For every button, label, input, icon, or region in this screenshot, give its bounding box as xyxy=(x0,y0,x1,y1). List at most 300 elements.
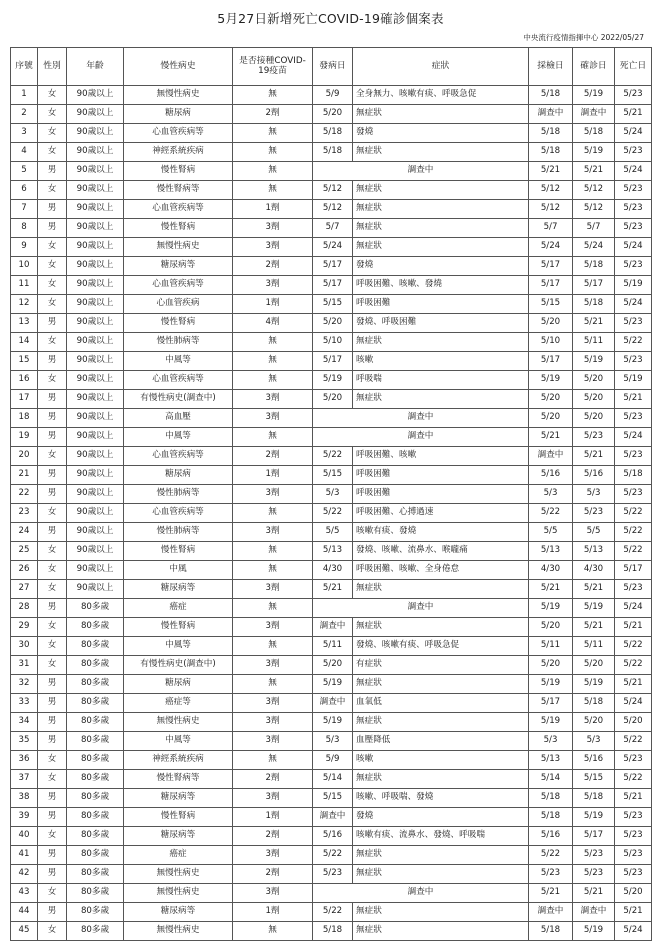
cell-index: 24 xyxy=(11,523,38,542)
cell-sampling-date: 調查中 xyxy=(529,105,573,124)
cell-chronic-history: 癌症等 xyxy=(124,694,233,713)
cell-chronic-history: 糖尿病等 xyxy=(124,903,233,922)
cell-death-date: 5/22 xyxy=(615,523,652,542)
cell-confirmed-date: 5/19 xyxy=(573,352,615,371)
cell-sampling-date: 調查中 xyxy=(529,903,573,922)
cell-confirmed-date: 5/11 xyxy=(573,333,615,352)
cell-sex: 男 xyxy=(38,200,67,219)
table-row xyxy=(11,219,652,238)
cell-index: 15 xyxy=(11,352,38,371)
cell-sampling-date: 5/22 xyxy=(529,846,573,865)
cell-sex: 男 xyxy=(38,694,67,713)
cell-sampling-date: 5/7 xyxy=(529,219,573,238)
cell-confirmed-date: 5/11 xyxy=(573,637,615,656)
table-row xyxy=(11,124,652,143)
cell-vaccinated: 3劑 xyxy=(233,238,313,257)
cell-sampling-date: 5/18 xyxy=(529,789,573,808)
cell-chronic-history: 心血管疾病等 xyxy=(124,447,233,466)
cell-vaccinated: 無 xyxy=(233,428,313,447)
cell-onset-date: 5/17 xyxy=(313,352,353,371)
cell-sampling-date: 4/30 xyxy=(529,561,573,580)
cell-onset-date: 5/20 xyxy=(313,105,353,124)
table-row xyxy=(11,656,652,675)
cell-vaccinated: 2劑 xyxy=(233,827,313,846)
cell-sampling-date: 5/17 xyxy=(529,352,573,371)
cell-age: 90歲以上 xyxy=(67,200,124,219)
cell-age: 90歲以上 xyxy=(67,561,124,580)
cell-vaccinated: 1劑 xyxy=(233,466,313,485)
cell-symptoms: 有症狀 xyxy=(353,656,529,675)
cell-onset-date: 5/3 xyxy=(313,485,353,504)
cell-age: 80多歲 xyxy=(67,827,124,846)
cell-vaccinated: 1劑 xyxy=(233,295,313,314)
cell-confirmed-date: 5/20 xyxy=(573,656,615,675)
cell-onset-date: 5/3 xyxy=(313,732,353,751)
cell-confirmed-date: 5/16 xyxy=(573,751,615,770)
cell-age: 80多歲 xyxy=(67,808,124,827)
cell-confirmed-date: 5/23 xyxy=(573,504,615,523)
cell-confirmed-date: 5/21 xyxy=(573,884,615,903)
cell-index: 3 xyxy=(11,124,38,143)
table-row xyxy=(11,447,652,466)
cell-vaccinated: 2劑 xyxy=(233,105,313,124)
cell-symptoms: 全身無力、咳嗽有痰、呼吸急促 xyxy=(353,86,529,105)
cell-sex: 女 xyxy=(38,143,67,162)
cell-sampling-date: 5/13 xyxy=(529,751,573,770)
cell-symptoms: 血壓降低 xyxy=(353,732,529,751)
cell-vaccinated: 1劑 xyxy=(233,808,313,827)
cell-vaccinated: 2劑 xyxy=(233,447,313,466)
cell-onset-date: 4/30 xyxy=(313,561,353,580)
cell-death-date: 5/19 xyxy=(615,371,652,390)
cell-sex: 女 xyxy=(38,827,67,846)
col-header-index: 序號 xyxy=(11,48,38,86)
cell-index: 11 xyxy=(11,276,38,295)
cell-index: 35 xyxy=(11,732,38,751)
cell-vaccinated: 無 xyxy=(233,143,313,162)
cell-death-date: 5/20 xyxy=(615,713,652,732)
cell-onset-date: 5/9 xyxy=(313,86,353,105)
cell-index: 28 xyxy=(11,599,38,618)
cell-sampling-date: 5/3 xyxy=(529,732,573,751)
cell-chronic-history: 糖尿病 xyxy=(124,105,233,124)
cell-confirmed-date: 5/18 xyxy=(573,694,615,713)
cell-age: 80多歲 xyxy=(67,637,124,656)
cell-sampling-date: 5/20 xyxy=(529,314,573,333)
table-row xyxy=(11,371,652,390)
cell-chronic-history: 中風 xyxy=(124,561,233,580)
cell-vaccinated: 無 xyxy=(233,162,313,181)
cell-index: 25 xyxy=(11,542,38,561)
cell-sampling-date: 5/18 xyxy=(529,143,573,162)
cell-vaccinated: 無 xyxy=(233,333,313,352)
cell-chronic-history: 心血管疾病 xyxy=(124,295,233,314)
cell-index: 9 xyxy=(11,238,38,257)
cell-death-date: 5/18 xyxy=(615,466,652,485)
cell-onset-date: 5/22 xyxy=(313,504,353,523)
cell-chronic-history: 慢性腎病 xyxy=(124,219,233,238)
cell-age: 80多歲 xyxy=(67,675,124,694)
cell-chronic-history: 慢性腎病 xyxy=(124,542,233,561)
cell-death-date: 5/23 xyxy=(615,86,652,105)
cell-symptoms: 咳嗽有痰、流鼻水、發燒、呼吸喘 xyxy=(353,827,529,846)
cell-confirmed-date: 5/19 xyxy=(573,808,615,827)
cell-sex: 女 xyxy=(38,295,67,314)
cell-vaccinated: 無 xyxy=(233,542,313,561)
cell-index: 26 xyxy=(11,561,38,580)
cell-sampling-date: 5/17 xyxy=(529,276,573,295)
table-row xyxy=(11,257,652,276)
cell-chronic-history: 慢性腎病 xyxy=(124,808,233,827)
table-row xyxy=(11,105,652,124)
cell-onset-date: 5/5 xyxy=(313,523,353,542)
cell-age: 90歲以上 xyxy=(67,352,124,371)
table-row xyxy=(11,181,652,200)
cell-sex: 女 xyxy=(38,884,67,903)
cell-vaccinated: 3劑 xyxy=(233,656,313,675)
cell-onset-date: 5/19 xyxy=(313,675,353,694)
cell-index: 16 xyxy=(11,371,38,390)
cell-onset-date: 5/22 xyxy=(313,846,353,865)
cell-symptoms: 發燒、呼吸困難 xyxy=(353,314,529,333)
cell-chronic-history: 無慢性病史 xyxy=(124,86,233,105)
cell-chronic-history: 糖尿病等 xyxy=(124,257,233,276)
cell-confirmed-date: 5/5 xyxy=(573,523,615,542)
cell-vaccinated: 3劑 xyxy=(233,713,313,732)
cell-sex: 女 xyxy=(38,238,67,257)
table-row xyxy=(11,333,652,352)
cell-confirmed-date: 5/21 xyxy=(573,580,615,599)
cell-vaccinated: 3劑 xyxy=(233,694,313,713)
cell-index: 41 xyxy=(11,846,38,865)
cell-index: 45 xyxy=(11,922,38,941)
cell-sex: 女 xyxy=(38,637,67,656)
cell-age: 90歲以上 xyxy=(67,219,124,238)
cell-sex: 女 xyxy=(38,751,67,770)
cell-symptoms: 發燒 xyxy=(353,808,529,827)
table-row xyxy=(11,618,652,637)
cell-sampling-date: 5/12 xyxy=(529,200,573,219)
cell-age: 90歲以上 xyxy=(67,162,124,181)
cell-chronic-history: 中風等 xyxy=(124,732,233,751)
cell-confirmed-date: 5/3 xyxy=(573,732,615,751)
cell-age: 90歲以上 xyxy=(67,409,124,428)
cell-sex: 女 xyxy=(38,257,67,276)
table-row xyxy=(11,808,652,827)
cell-sex: 女 xyxy=(38,770,67,789)
cell-sex: 女 xyxy=(38,656,67,675)
cell-age: 80多歲 xyxy=(67,770,124,789)
cell-vaccinated: 無 xyxy=(233,371,313,390)
table-row xyxy=(11,694,652,713)
cell-symptoms: 發燒、咳嗽有痰、呼吸急促 xyxy=(353,637,529,656)
cell-confirmed-date: 5/20 xyxy=(573,713,615,732)
cell-chronic-history: 高血壓 xyxy=(124,409,233,428)
cell-death-date: 5/23 xyxy=(615,846,652,865)
cell-sampling-date: 5/19 xyxy=(529,675,573,694)
cell-vaccinated: 3劑 xyxy=(233,618,313,637)
cell-confirmed-date: 5/20 xyxy=(573,390,615,409)
cell-onset-date: 5/22 xyxy=(313,903,353,922)
cell-index: 30 xyxy=(11,637,38,656)
col-header-chronic-history: 慢性病史 xyxy=(124,48,233,86)
cell-age: 80多歲 xyxy=(67,865,124,884)
cell-chronic-history: 無慢性病史 xyxy=(124,238,233,257)
cell-index: 5 xyxy=(11,162,38,181)
cell-symptoms: 無症狀 xyxy=(353,865,529,884)
cell-death-date: 5/22 xyxy=(615,504,652,523)
col-header-confirmed-date: 確診日 xyxy=(573,48,615,86)
cell-sex: 女 xyxy=(38,542,67,561)
cell-index: 32 xyxy=(11,675,38,694)
cell-age: 90歲以上 xyxy=(67,124,124,143)
table-row xyxy=(11,523,652,542)
cell-confirmed-date: 5/23 xyxy=(573,428,615,447)
cell-onset-date: 5/15 xyxy=(313,466,353,485)
cell-sex: 男 xyxy=(38,390,67,409)
cell-sampling-date: 調查中 xyxy=(529,447,573,466)
table-row xyxy=(11,789,652,808)
cell-vaccinated: 1劑 xyxy=(233,903,313,922)
cell-vaccinated: 3劑 xyxy=(233,789,313,808)
cell-chronic-history: 心血管疾病等 xyxy=(124,276,233,295)
cell-symptoms: 呼吸喘 xyxy=(353,371,529,390)
cell-onset-date: 5/18 xyxy=(313,143,353,162)
cell-onset-date: 調查中 xyxy=(313,618,353,637)
cell-sex: 男 xyxy=(38,219,67,238)
cell-symptoms: 呼吸困難 xyxy=(353,466,529,485)
cell-chronic-history: 有慢性病史(調查中) xyxy=(124,390,233,409)
cell-index: 18 xyxy=(11,409,38,428)
cell-chronic-history: 糖尿病等 xyxy=(124,827,233,846)
cell-death-date: 5/23 xyxy=(615,314,652,333)
cell-symptoms: 無症狀 xyxy=(353,219,529,238)
col-header-age: 年齡 xyxy=(67,48,124,86)
cell-vaccinated: 無 xyxy=(233,675,313,694)
cell-vaccinated: 2劑 xyxy=(233,770,313,789)
cell-symptoms: 無症狀 xyxy=(353,181,529,200)
cell-confirmed-date: 5/23 xyxy=(573,865,615,884)
cell-sampling-date: 5/18 xyxy=(529,922,573,941)
cell-index: 29 xyxy=(11,618,38,637)
cell-vaccinated: 1劑 xyxy=(233,200,313,219)
cell-sampling-date: 5/21 xyxy=(529,162,573,181)
cell-onset-date: 5/22 xyxy=(313,447,353,466)
cell-onset-date: 調查中 xyxy=(313,162,529,181)
cell-confirmed-date: 5/21 xyxy=(573,162,615,181)
cell-death-date: 5/23 xyxy=(615,200,652,219)
cell-sampling-date: 5/14 xyxy=(529,770,573,789)
cell-index: 13 xyxy=(11,314,38,333)
cell-sex: 男 xyxy=(38,732,67,751)
cell-sex: 男 xyxy=(38,865,67,884)
cell-age: 80多歲 xyxy=(67,846,124,865)
cell-index: 4 xyxy=(11,143,38,162)
cell-symptoms: 無症狀 xyxy=(353,333,529,352)
cell-chronic-history: 糖尿病等 xyxy=(124,580,233,599)
cell-sex: 男 xyxy=(38,846,67,865)
cell-age: 80多歲 xyxy=(67,618,124,637)
cell-onset-date: 5/9 xyxy=(313,751,353,770)
table-row xyxy=(11,713,652,732)
cell-vaccinated: 無 xyxy=(233,352,313,371)
cell-vaccinated: 3劑 xyxy=(233,846,313,865)
cell-sampling-date: 5/16 xyxy=(529,827,573,846)
cell-sex: 男 xyxy=(38,599,67,618)
table-row xyxy=(11,352,652,371)
cell-age: 90歲以上 xyxy=(67,143,124,162)
cell-onset-date: 5/18 xyxy=(313,124,353,143)
cell-age: 90歲以上 xyxy=(67,181,124,200)
cell-death-date: 5/23 xyxy=(615,257,652,276)
cell-symptoms: 無症狀 xyxy=(353,200,529,219)
cell-death-date: 5/21 xyxy=(615,105,652,124)
cell-death-date: 5/21 xyxy=(615,903,652,922)
cell-age: 90歲以上 xyxy=(67,428,124,447)
cell-death-date: 5/19 xyxy=(615,276,652,295)
cell-onset-date: 調查中 xyxy=(313,428,529,447)
cell-sex: 男 xyxy=(38,675,67,694)
cell-age: 90歲以上 xyxy=(67,523,124,542)
table-row xyxy=(11,846,652,865)
cell-index: 44 xyxy=(11,903,38,922)
cell-sampling-date: 5/16 xyxy=(529,466,573,485)
table-row xyxy=(11,409,652,428)
cell-symptoms: 咳嗽 xyxy=(353,751,529,770)
cell-sampling-date: 5/20 xyxy=(529,390,573,409)
table-row xyxy=(11,466,652,485)
cell-confirmed-date: 5/21 xyxy=(573,447,615,466)
cell-vaccinated: 3劑 xyxy=(233,485,313,504)
cell-index: 37 xyxy=(11,770,38,789)
cell-death-date: 5/21 xyxy=(615,618,652,637)
cell-sampling-date: 5/10 xyxy=(529,333,573,352)
cell-symptoms: 呼吸困難、咳嗽 xyxy=(353,447,529,466)
cell-vaccinated: 3劑 xyxy=(233,409,313,428)
cell-onset-date: 5/13 xyxy=(313,542,353,561)
cell-sex: 男 xyxy=(38,523,67,542)
table-row xyxy=(11,865,652,884)
header-row xyxy=(11,48,652,86)
cell-sex: 男 xyxy=(38,352,67,371)
cell-vaccinated: 3劑 xyxy=(233,390,313,409)
cell-symptoms: 呼吸困難 xyxy=(353,295,529,314)
cell-chronic-history: 慢性腎病 xyxy=(124,162,233,181)
cell-sampling-date: 5/5 xyxy=(529,523,573,542)
cell-onset-date: 5/7 xyxy=(313,219,353,238)
cell-chronic-history: 無慢性病史 xyxy=(124,713,233,732)
cell-onset-date: 5/10 xyxy=(313,333,353,352)
cell-sampling-date: 5/19 xyxy=(529,713,573,732)
cell-index: 7 xyxy=(11,200,38,219)
cell-index: 2 xyxy=(11,105,38,124)
cell-chronic-history: 糖尿病等 xyxy=(124,789,233,808)
cell-sampling-date: 5/18 xyxy=(529,86,573,105)
cell-symptoms: 血氧低 xyxy=(353,694,529,713)
cell-symptoms: 無症狀 xyxy=(353,143,529,162)
cell-age: 90歲以上 xyxy=(67,86,124,105)
cell-chronic-history: 慢性腎病 xyxy=(124,314,233,333)
cell-chronic-history: 無慢性病史 xyxy=(124,865,233,884)
cell-confirmed-date: 調查中 xyxy=(573,105,615,124)
cell-confirmed-date: 5/19 xyxy=(573,599,615,618)
cell-chronic-history: 慢性肺病等 xyxy=(124,485,233,504)
cell-index: 8 xyxy=(11,219,38,238)
cell-sampling-date: 5/20 xyxy=(529,409,573,428)
cell-chronic-history: 心血管疾病等 xyxy=(124,371,233,390)
cell-death-date: 5/23 xyxy=(615,580,652,599)
cell-onset-date: 5/20 xyxy=(313,314,353,333)
cell-death-date: 5/22 xyxy=(615,333,652,352)
table-row xyxy=(11,770,652,789)
cell-death-date: 5/23 xyxy=(615,865,652,884)
cell-confirmed-date: 5/18 xyxy=(573,257,615,276)
cell-onset-date: 5/17 xyxy=(313,257,353,276)
cell-death-date: 5/24 xyxy=(615,124,652,143)
cell-death-date: 5/23 xyxy=(615,143,652,162)
cell-onset-date: 5/21 xyxy=(313,580,353,599)
cell-sex: 男 xyxy=(38,485,67,504)
cell-index: 1 xyxy=(11,86,38,105)
cell-vaccinated: 無 xyxy=(233,922,313,941)
cell-death-date: 5/22 xyxy=(615,732,652,751)
cell-sampling-date: 5/18 xyxy=(529,808,573,827)
cell-vaccinated: 3劑 xyxy=(233,732,313,751)
cell-confirmed-date: 5/3 xyxy=(573,485,615,504)
cell-symptoms: 發燒 xyxy=(353,124,529,143)
cell-chronic-history: 心血管疾病等 xyxy=(124,504,233,523)
cell-confirmed-date: 5/19 xyxy=(573,922,615,941)
cell-symptoms: 呼吸困難 xyxy=(353,485,529,504)
table-row xyxy=(11,86,652,105)
cell-chronic-history: 癌症 xyxy=(124,846,233,865)
cell-sex: 女 xyxy=(38,333,67,352)
cell-symptoms: 發燒、咳嗽、流鼻水、喉嚨痛 xyxy=(353,542,529,561)
cell-index: 21 xyxy=(11,466,38,485)
table-row xyxy=(11,903,652,922)
cell-symptoms: 無症狀 xyxy=(353,770,529,789)
table-row xyxy=(11,314,652,333)
cases-table xyxy=(10,47,652,941)
cell-chronic-history: 中風等 xyxy=(124,637,233,656)
col-header-death-date: 死亡日 xyxy=(615,48,652,86)
cell-sampling-date: 5/18 xyxy=(529,124,573,143)
cell-confirmed-date: 5/17 xyxy=(573,276,615,295)
cell-sex: 男 xyxy=(38,466,67,485)
cell-confirmed-date: 5/20 xyxy=(573,371,615,390)
table-row xyxy=(11,542,652,561)
cell-vaccinated: 2劑 xyxy=(233,257,313,276)
table-row xyxy=(11,200,652,219)
cell-chronic-history: 糖尿病 xyxy=(124,466,233,485)
cell-confirmed-date: 調查中 xyxy=(573,903,615,922)
cell-sex: 女 xyxy=(38,580,67,599)
cell-index: 34 xyxy=(11,713,38,732)
cell-onset-date: 5/16 xyxy=(313,827,353,846)
cell-death-date: 5/23 xyxy=(615,219,652,238)
cell-symptoms: 無症狀 xyxy=(353,105,529,124)
cell-age: 80多歲 xyxy=(67,922,124,941)
cell-sampling-date: 5/24 xyxy=(529,238,573,257)
cell-index: 22 xyxy=(11,485,38,504)
cell-sampling-date: 5/3 xyxy=(529,485,573,504)
cell-index: 36 xyxy=(11,751,38,770)
cell-sex: 男 xyxy=(38,713,67,732)
cell-onset-date: 5/20 xyxy=(313,656,353,675)
table-row xyxy=(11,884,652,903)
table-row xyxy=(11,428,652,447)
table-row xyxy=(11,162,652,181)
